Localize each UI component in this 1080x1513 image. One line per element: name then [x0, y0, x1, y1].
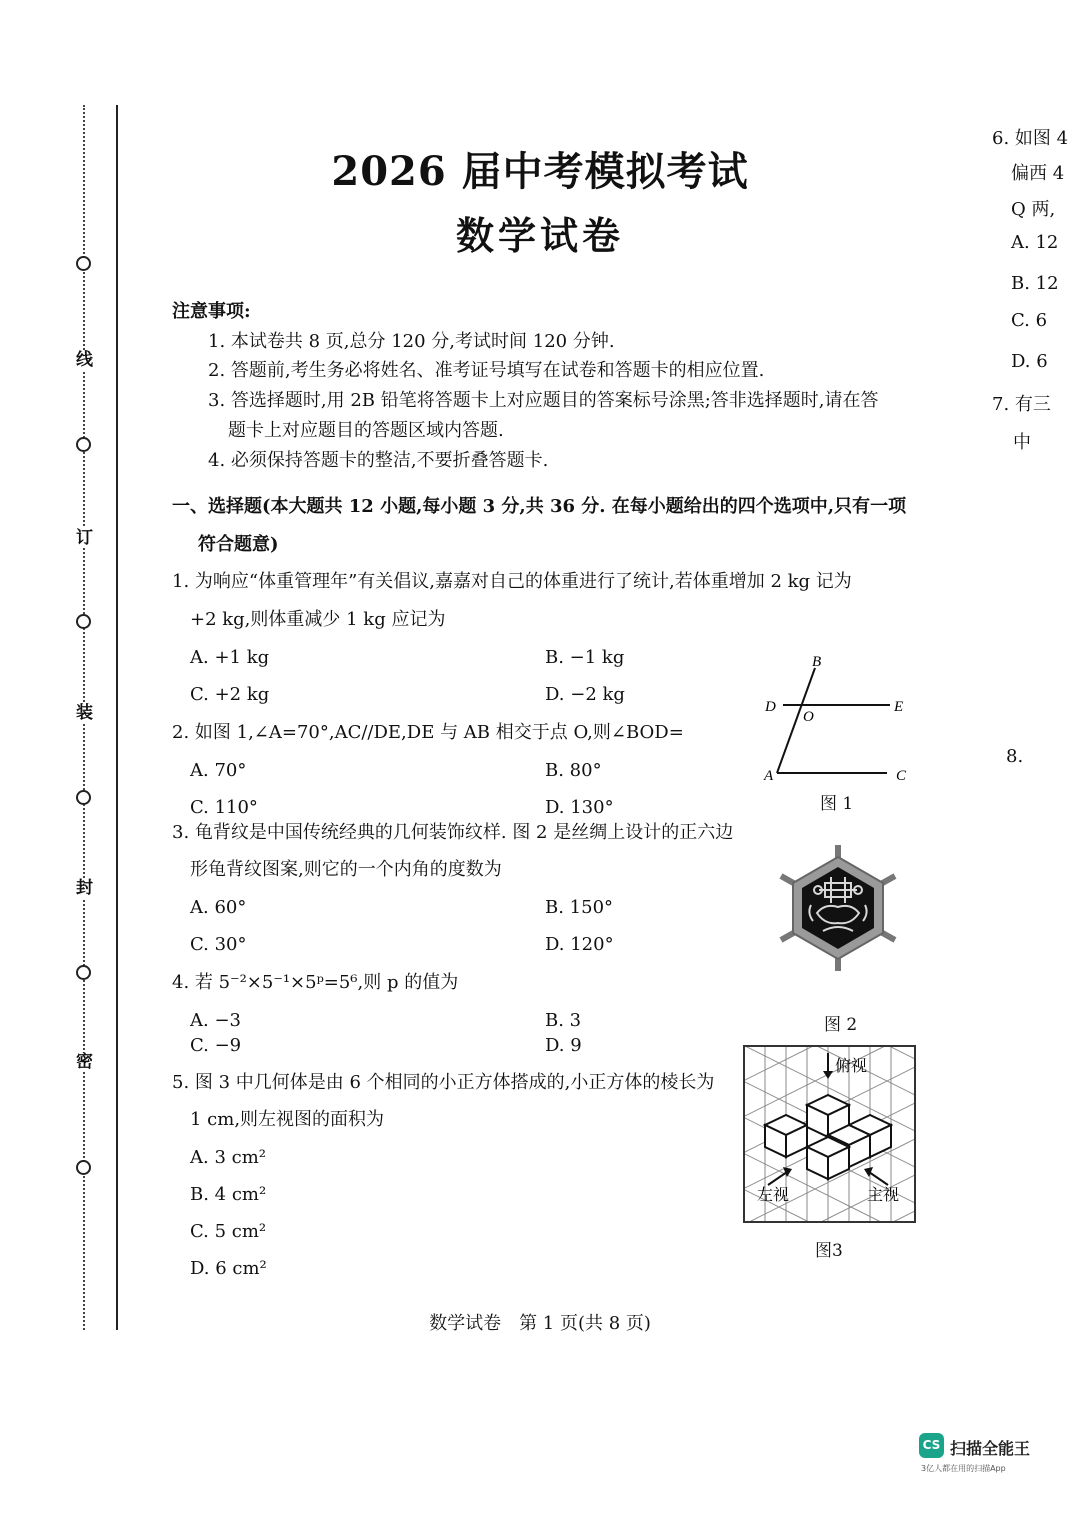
fig1-caption: 图 1 — [820, 794, 854, 814]
margin-char-xian: 线 — [76, 350, 93, 370]
question-stem: 3. 龟背纹是中国传统经典的几何装饰纹样. 图 2 是丝绸上设计的正六边 — [172, 822, 734, 843]
notice-item: 1. 本试卷共 8 页,总分 120 分,考试时间 120 分钟. — [208, 331, 615, 352]
question-stem: 1 cm,则左视图的面积为 — [190, 1109, 385, 1130]
question-stem: 5. 图 3 中几何体是由 6 个相同的小正方体搭成的,小正方体的棱长为 — [172, 1072, 715, 1093]
section-heading-cont: 符合题意) — [198, 534, 279, 555]
margin-char-zhuang: 装 — [76, 703, 93, 723]
option: B. 80° — [545, 760, 602, 781]
option: C. 110° — [190, 797, 258, 818]
camscanner-logo-icon: CS — [919, 1433, 944, 1458]
fig3-caption: 图3 — [815, 1241, 843, 1261]
option: C. 5 cm² — [190, 1221, 267, 1242]
binding-circle — [76, 614, 91, 629]
notice-heading: 注意事项: — [172, 301, 251, 322]
binding-circle — [76, 1160, 91, 1175]
option: B. 150° — [545, 897, 614, 918]
option: D. 130° — [545, 797, 614, 818]
watermark-name: 扫描全能王 — [950, 1439, 1031, 1458]
fig3-left-view-label: 左视 — [757, 1185, 790, 1204]
exam-subtitle: 数学试卷 — [455, 213, 624, 258]
option: C. 30° — [190, 934, 247, 955]
figure-2 — [773, 843, 903, 973]
figure-1 — [755, 650, 915, 790]
option: B. 3 — [545, 1010, 582, 1031]
option: C. −9 — [190, 1035, 242, 1056]
option: D. 9 — [545, 1035, 582, 1056]
next-page-fragment: 7. 有三 — [992, 394, 1051, 415]
section-heading: 一、选择题(本大题共 12 小题,每小题 3 分,共 36 分. 在每小题给出的四个选项中,只有一项 — [172, 496, 907, 517]
notice-item: 3. 答选择题时,用 2B 铅笔将答题卡上对应题目的答案标号涂黑;答非选择题时,请在答 — [208, 390, 879, 411]
option: B. 4 cm² — [190, 1184, 267, 1205]
cube-stack — [765, 1095, 891, 1179]
margin-char-mi: 密 — [76, 1052, 93, 1072]
option: A. 60° — [190, 897, 247, 918]
option: C. +2 kg — [190, 684, 270, 705]
next-page-fragment: 8. — [1006, 746, 1024, 767]
fig2-caption: 图 2 — [824, 1015, 858, 1035]
fig1-label-B: B — [812, 654, 822, 670]
binding-circle — [76, 437, 91, 452]
margin-char-feng: 封 — [76, 878, 93, 898]
option: A. +1 kg — [190, 647, 270, 668]
fig3-top-view-label: 俯视 — [835, 1056, 868, 1075]
next-page-fragment: 偏西 4 — [1011, 163, 1065, 184]
next-page-fragment: C. 6 — [1011, 310, 1048, 331]
fig3-front-view-label: 主视 — [867, 1185, 900, 1204]
watermark-tagline: 3亿人都在用的扫描App — [921, 1464, 1006, 1473]
option: D. 6 cm² — [190, 1258, 267, 1279]
fig1-label-D: D — [765, 699, 776, 715]
binding-circle — [76, 965, 91, 980]
next-page-fragment: A. 12 — [1011, 232, 1059, 253]
fig1-label-A: A — [764, 768, 774, 784]
option: D. 120° — [545, 934, 614, 955]
next-page-fragment: 6. 如图 4 — [992, 128, 1069, 149]
next-page-fragment: 中 — [1013, 432, 1031, 453]
option: B. −1 kg — [545, 647, 625, 668]
margin-char-ding: 订 — [76, 528, 93, 548]
question-stem: +2 kg,则体重减少 1 kg 应记为 — [190, 609, 446, 630]
question-stem: 形龟背纹图案,则它的一个内角的度数为 — [190, 859, 502, 880]
fig1-label-E: E — [894, 699, 904, 715]
notice-item: 2. 答题前,考生务必将姓名、准考证号填写在试卷和答题卡的相应位置. — [208, 360, 765, 381]
binding-circle — [76, 790, 91, 805]
question-stem: 1. 为响应“体重管理年”有关倡议,嘉嘉对自己的体重进行了统计,若体重增加 2 kg 记为 — [172, 571, 852, 592]
exam-title: 2026 届中考模拟考试 — [331, 148, 749, 195]
option: A. 70° — [190, 760, 247, 781]
question-stem: 2. 如图 1,∠A=70°,AC//DE,DE 与 AB 相交于点 O,则∠BOD= — [172, 722, 684, 743]
next-page-fragment: D. 6 — [1011, 351, 1048, 372]
next-page-fragment: B. 12 — [1011, 273, 1059, 294]
figure-3 — [743, 1045, 918, 1225]
notice-item: 题卡上对应题目的答题区域内答题. — [228, 420, 504, 441]
question-stem: 4. 若 5⁻²×5⁻¹×5ᵖ=5⁶,则 p 的值为 — [172, 972, 459, 993]
option: D. −2 kg — [545, 684, 625, 705]
next-page-fragment: Q 两, — [1011, 199, 1056, 220]
fig1-label-O: O — [803, 709, 814, 725]
page-footer: 数学试卷 第 1 页(共 8 页) — [429, 1313, 651, 1334]
option: A. 3 cm² — [190, 1147, 266, 1168]
fig1-label-C: C — [896, 768, 907, 784]
notice-item: 4. 必须保持答题卡的整洁,不要折叠答题卡. — [208, 450, 549, 471]
option: A. −3 — [190, 1010, 241, 1031]
binding-rule — [116, 105, 118, 1330]
